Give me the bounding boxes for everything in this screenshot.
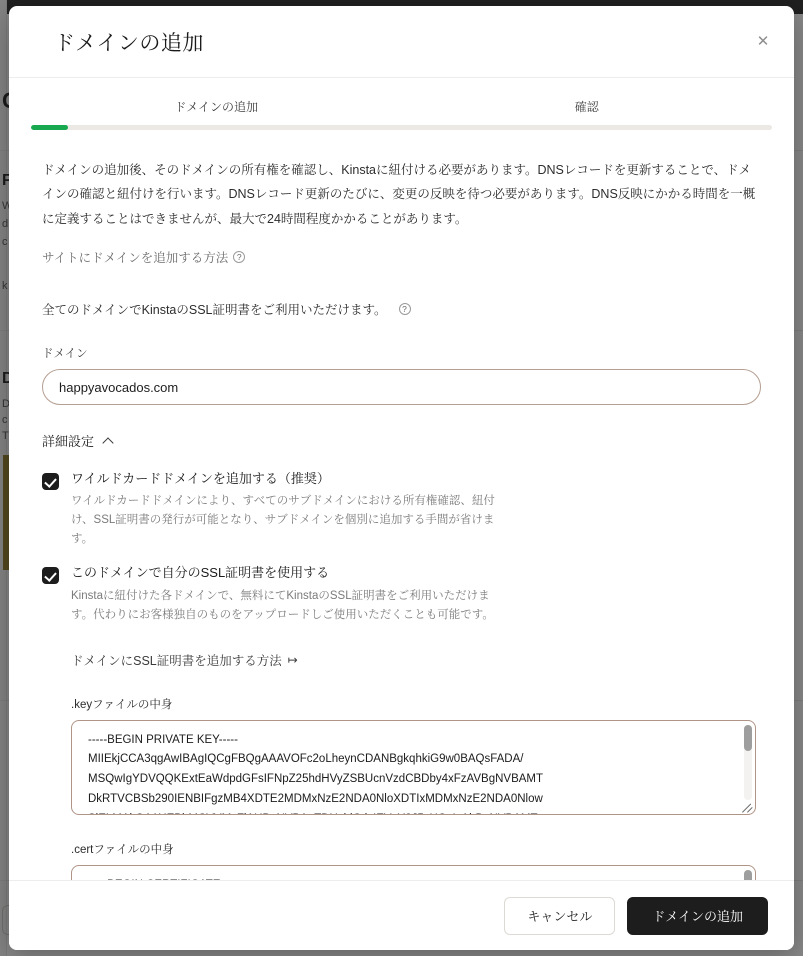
- wildcard-domain-label: ワイルドカードドメインを追加する（推奨）: [71, 471, 330, 487]
- how-to-add-domain-link-label: サイトにドメインを追加する方法: [42, 251, 229, 266]
- wildcard-domain-description: ワイルドカードドメインにより、すべてのサブドメインにおける所有権確認、紐付け、SSL証明書の発行が可能となり、サブドメインを個別に追加する手間が省けます。: [71, 495, 495, 546]
- domain-field-label: ドメイン: [42, 348, 88, 361]
- step-confirmation[interactable]: 確認: [574, 100, 599, 114]
- custom-ssl-checkbox[interactable]: [42, 567, 59, 584]
- help-circle-icon: ?: [233, 251, 245, 263]
- modal-body: [9, 130, 794, 880]
- custom-ssl-description: Kinstaに紐付けた各ドメインで、無料にてKinstaのSSL証明書をご利用いただけます。代わりにお客様独自のものをアップロードしご使用いただくことも可能です。: [71, 589, 494, 621]
- modal-title: ドメインの追加: [54, 31, 204, 55]
- cert-file-wrapper: [71, 865, 756, 880]
- external-link-icon: ↦: [287, 652, 298, 667]
- close-icon[interactable]: ✕: [750, 29, 776, 55]
- ssl-availability-note: [42, 300, 761, 318]
- modal-description: ドメインの追加後、そのドメインの所有権を確認し、Kinstaに紐付ける必要があります。DNSレコードを更新することで、ドメインの確認と紐付けを行います。DNSレコード更新のたびに、変更の反映を待つ必要があります。DNS反映にかかる時間を一概に定義することはできませんが、最大で24時間程度かかることがあります。: [42, 163, 756, 226]
- add-domain-modal: [9, 6, 794, 950]
- modal-footer: [9, 880, 794, 950]
- modal-header: [9, 6, 794, 78]
- ssl-help-circle-icon[interactable]: ?: [399, 303, 411, 315]
- how-to-add-domain-link[interactable]: [42, 248, 245, 266]
- advanced-settings-toggle[interactable]: [42, 431, 112, 450]
- custom-ssl-label: このドメインで自分のSSL証明書を使用する: [71, 565, 330, 581]
- custom-ssl-option[interactable]: [42, 566, 761, 624]
- chevron-up-icon: [102, 437, 113, 448]
- stepper-labels: [31, 98, 772, 115]
- ssl-doc-link[interactable]: [71, 651, 298, 669]
- add-domain-button[interactable]: ドメインの追加: [627, 897, 768, 935]
- step-add-domain[interactable]: ドメインの追加: [174, 100, 259, 114]
- advanced-settings-label: 詳細設定: [42, 434, 95, 450]
- cert-file-textarea[interactable]: [71, 865, 756, 880]
- key-file-textarea[interactable]: [71, 720, 756, 815]
- key-file-wrapper: [71, 720, 756, 815]
- wildcard-domain-checkbox[interactable]: [42, 473, 59, 490]
- ssl-availability-note-label: 全てのドメインでKinstaのSSL証明書をご利用いただけます。: [42, 303, 387, 318]
- key-file-label: .keyファイルの中身: [71, 698, 173, 711]
- ssl-doc-link-label: ドメインにSSL証明書を追加する方法: [71, 653, 282, 668]
- cancel-button[interactable]: キャンセル: [504, 897, 615, 935]
- cert-file-label: .certファイルの中身: [71, 843, 174, 856]
- domain-input[interactable]: [42, 369, 761, 405]
- wizard-stepper: [9, 78, 794, 130]
- wildcard-domain-option[interactable]: [42, 472, 761, 549]
